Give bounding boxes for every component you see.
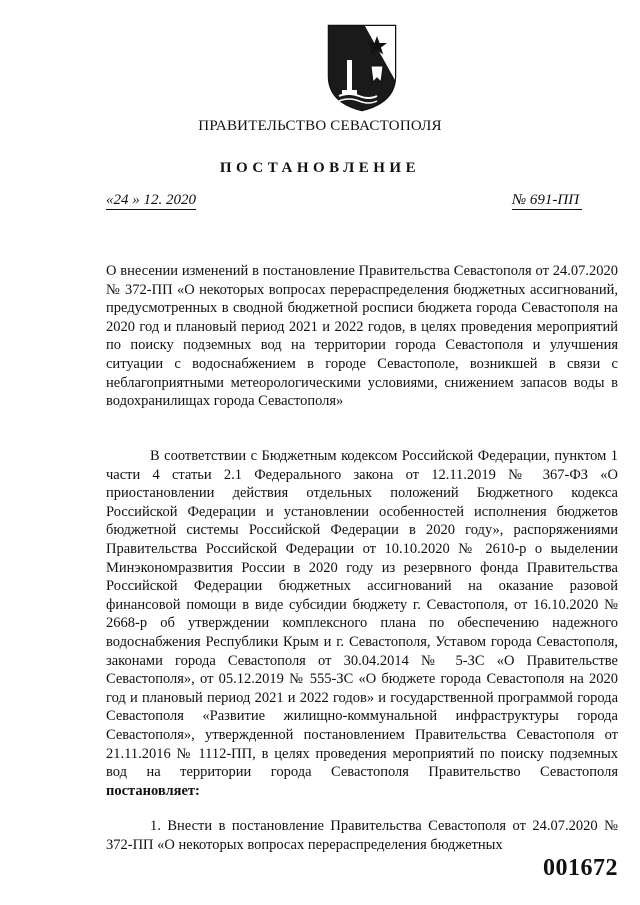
decree-word: постановляет:: [106, 782, 200, 799]
document-number-value: № 691-ПП: [512, 192, 582, 210]
organization-title: ПРАВИТЕЛЬСТВО СЕВАСТОПОЛЯ: [198, 118, 442, 134]
serial-number: 001672: [543, 855, 618, 881]
document-date: [106, 192, 196, 210]
document-type-heading: ПОСТАНОВЛЕНИЕ: [219, 160, 421, 176]
document-date-value: «24 » 12. 2020: [106, 192, 196, 208]
sevastopol-coat-of-arms-icon: [325, 22, 399, 112]
document-subject: О внесении изменений в постановление Правительства Севастополя от 24.07.2020 № 372-ПП «О некоторых вопросах перераспределения бюджетных ассигнований, предусмотренных в сводной бюджетной росписи бюджета города Севастополя на 2020 год и плановый период 2021 и 2022 годов, в целях проведения мероприятий по поиску подземных вод на территории города Севастополя и улучшения ситуации с водоснабжением в городе Севастополе, возникшей в связи с неблагоприятными метеорологическими условиями, снижением запасов воды в водохранилищах города Севастополя»: [106, 263, 618, 410]
preamble-paragraph: [106, 447, 618, 800]
item-1-paragraph: 1. Внести в постановление Правительства Севастополя от 24.07.2020 № 372-ПП «О некоторых вопросах перераспределения бюджетных: [106, 818, 618, 853]
document-number: [512, 192, 582, 210]
preamble-text: В соответствии с Бюджетным кодексом Российской Федерации, пунктом 1 части 4 статьи 2.1 Федерального закона от 12.11.2019 № 367-ФЗ «О приостановлении действия отдельных положений Бюджетного кодекса Российской Федерации и установлении особенностей исполнения бюджетов бюджетной системы Российской Федерации в 2020 году», распоряжениями Правительства Российской Федерации от 10.10.2020 № 2610-р о выделении Минэкономразвития России в 2020 году из резервного фонда Правительства Российской Федерации бюджетных ассигнований на оказание разовой финансовой помощи в виде субсидии бюджету г. Севастополя, от 16.10.2020 № 2668-р об утверждении комплексного плана по обеспечению надежного водоснабжения Республики Крым и г. Севастополя, Уставом города Севастополя, законами города Севастополя от 30.04.2014 № 5-ЗС «О Правительстве Севастополя», от 05.12.2019 № 555-ЗС «О бюджете города Севастополя на 2020 год и плановый период 2021 и 2022 годов» и государственной программой города Севастополя «Развитие жилищно-коммунальной инфраструктуры города Севастополя», утвержденной постановлением Правительства Севастополя от 21.11.2016 № 1112-ПП, в целях проведения мероприятий по поиску подземных вод на территории города Севастополя Правительство Севастополя: [106, 448, 618, 781]
